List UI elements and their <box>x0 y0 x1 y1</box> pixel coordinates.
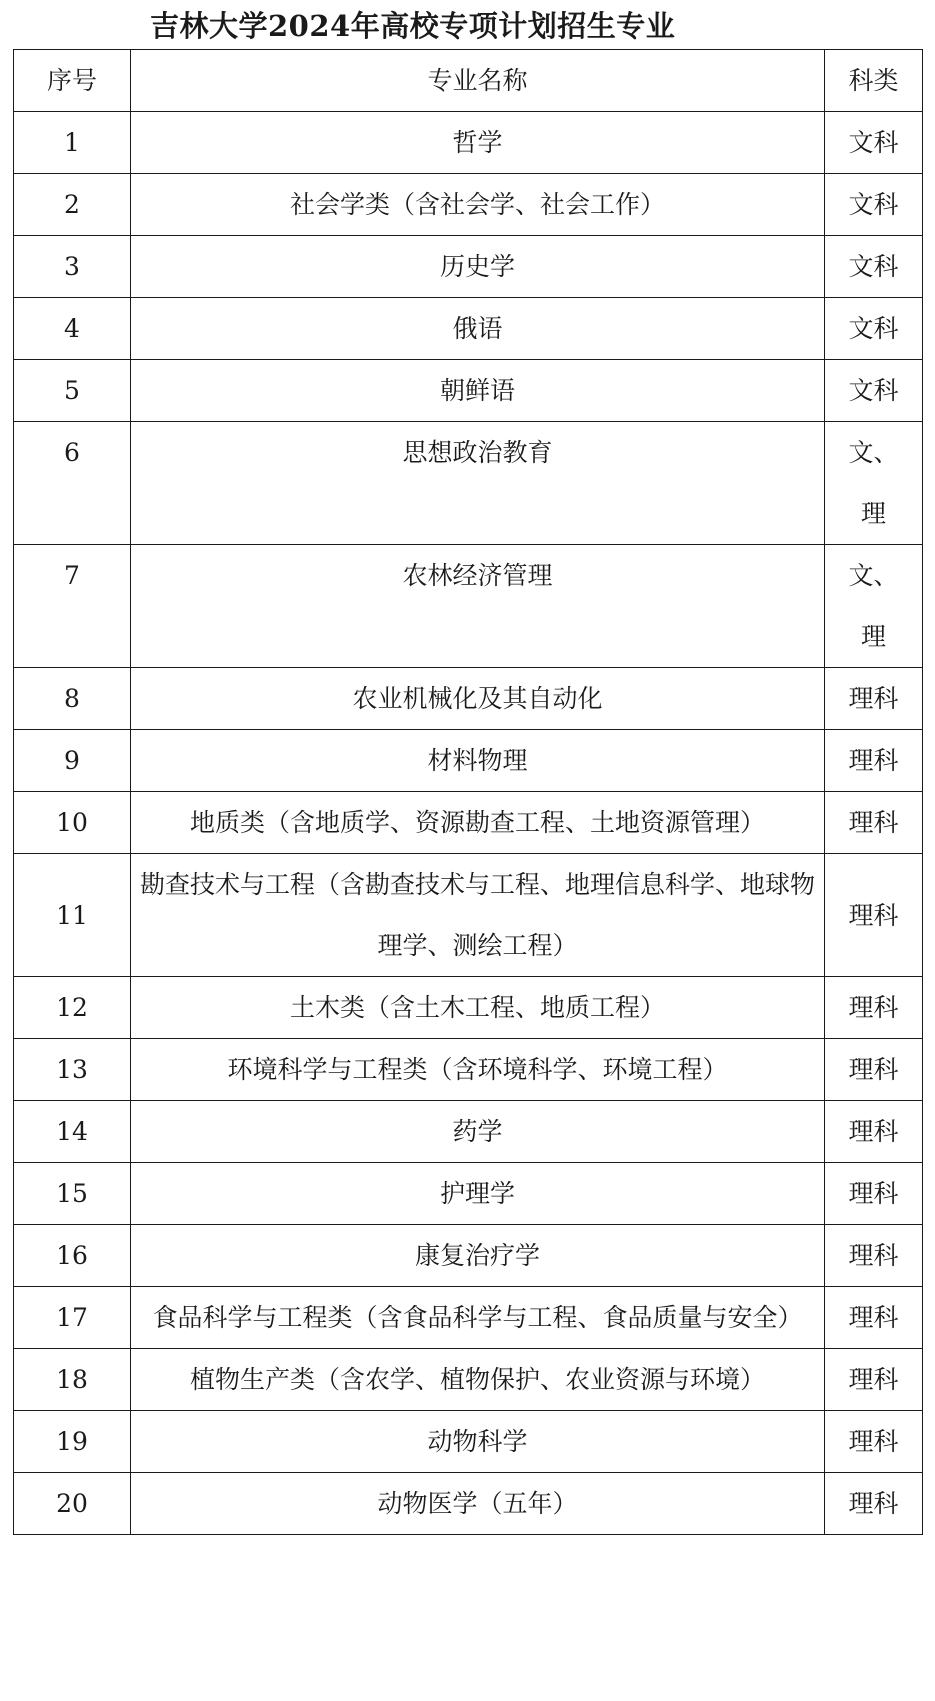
table-row <box>14 854 923 977</box>
table-row <box>14 112 923 174</box>
cell-major: 农业机械化及其自动化 <box>131 668 825 730</box>
table-row <box>14 174 923 236</box>
cell-index: 7 <box>14 545 131 668</box>
table-row <box>14 236 923 298</box>
table-row <box>14 668 923 730</box>
header-index: 序号 <box>14 50 131 112</box>
cell-index: 3 <box>14 236 131 298</box>
cell-category: 理科 <box>825 730 923 792</box>
cell-category: 文、 理 <box>825 545 923 668</box>
table-row <box>14 1039 923 1101</box>
cell-category: 理科 <box>825 1101 923 1163</box>
table-row <box>14 730 923 792</box>
cell-major: 农林经济管理 <box>131 545 825 668</box>
cell-major: 土木类（含土木工程、地质工程） <box>131 977 825 1039</box>
cell-major: 食品科学与工程类（含食品科学与工程、食品质量与安全） <box>131 1287 825 1349</box>
header-major: 专业名称 <box>131 50 825 112</box>
cell-index: 1 <box>14 112 131 174</box>
cell-major: 思想政治教育 <box>131 422 825 545</box>
table-row <box>14 1473 923 1535</box>
cell-index: 8 <box>14 668 131 730</box>
cell-category: 理科 <box>825 1411 923 1473</box>
cell-category: 文科 <box>825 298 923 360</box>
table-row <box>14 1163 923 1225</box>
cell-major: 哲学 <box>131 112 825 174</box>
cell-category: 理科 <box>825 668 923 730</box>
cell-category: 理科 <box>825 1225 923 1287</box>
table-row <box>14 1349 923 1411</box>
cell-major: 社会学类（含社会学、社会工作） <box>131 174 825 236</box>
table-body <box>14 112 923 1535</box>
cell-category: 文科 <box>825 174 923 236</box>
cell-major: 勘查技术与工程（含勘查技术与工程、地理信息科学、地球物理学、测绘工程） <box>131 854 825 977</box>
cell-index: 14 <box>14 1101 131 1163</box>
table-row <box>14 545 923 668</box>
table-row <box>14 360 923 422</box>
table-row <box>14 792 923 854</box>
cell-index: 4 <box>14 298 131 360</box>
cell-index: 20 <box>14 1473 131 1535</box>
table-row <box>14 977 923 1039</box>
cell-category: 文、 理 <box>825 422 923 545</box>
cell-index: 13 <box>14 1039 131 1101</box>
table-header-row <box>14 50 923 112</box>
cell-index: 10 <box>14 792 131 854</box>
document-title: 吉林大学2024年高校专项计划招生专业 <box>150 9 676 43</box>
cell-major: 植物生产类（含农学、植物保护、农业资源与环境） <box>131 1349 825 1411</box>
cell-category: 文科 <box>825 360 923 422</box>
header-category: 科类 <box>825 50 923 112</box>
cell-index: 12 <box>14 977 131 1039</box>
cell-index: 2 <box>14 174 131 236</box>
cell-index: 15 <box>14 1163 131 1225</box>
cell-major: 护理学 <box>131 1163 825 1225</box>
table-row <box>14 1411 923 1473</box>
table-row <box>14 298 923 360</box>
cell-major: 历史学 <box>131 236 825 298</box>
cell-index: 19 <box>14 1411 131 1473</box>
cell-major: 俄语 <box>131 298 825 360</box>
cell-category: 理科 <box>825 1163 923 1225</box>
cell-major: 朝鲜语 <box>131 360 825 422</box>
cell-major: 康复治疗学 <box>131 1225 825 1287</box>
cell-major: 材料物理 <box>131 730 825 792</box>
cell-category: 理科 <box>825 792 923 854</box>
cell-category: 理科 <box>825 854 923 977</box>
cell-major: 药学 <box>131 1101 825 1163</box>
cell-index: 9 <box>14 730 131 792</box>
cell-index: 11 <box>14 854 131 977</box>
cell-index: 5 <box>14 360 131 422</box>
cell-major: 环境科学与工程类（含环境科学、环境工程） <box>131 1039 825 1101</box>
table-row <box>14 1101 923 1163</box>
cell-category: 理科 <box>825 977 923 1039</box>
cell-category: 理科 <box>825 1349 923 1411</box>
cell-category: 理科 <box>825 1473 923 1535</box>
cell-index: 17 <box>14 1287 131 1349</box>
cell-category: 理科 <box>825 1287 923 1349</box>
cell-index: 6 <box>14 422 131 545</box>
cell-category: 文科 <box>825 112 923 174</box>
cell-index: 16 <box>14 1225 131 1287</box>
majors-table <box>13 49 923 1535</box>
cell-major: 地质类（含地质学、资源勘查工程、土地资源管理） <box>131 792 825 854</box>
cell-major: 动物科学 <box>131 1411 825 1473</box>
cell-index: 18 <box>14 1349 131 1411</box>
table-row <box>14 1287 923 1349</box>
table-row <box>14 422 923 545</box>
cell-major: 动物医学（五年） <box>131 1473 825 1535</box>
table-row <box>14 1225 923 1287</box>
cell-category: 理科 <box>825 1039 923 1101</box>
cell-category: 文科 <box>825 236 923 298</box>
